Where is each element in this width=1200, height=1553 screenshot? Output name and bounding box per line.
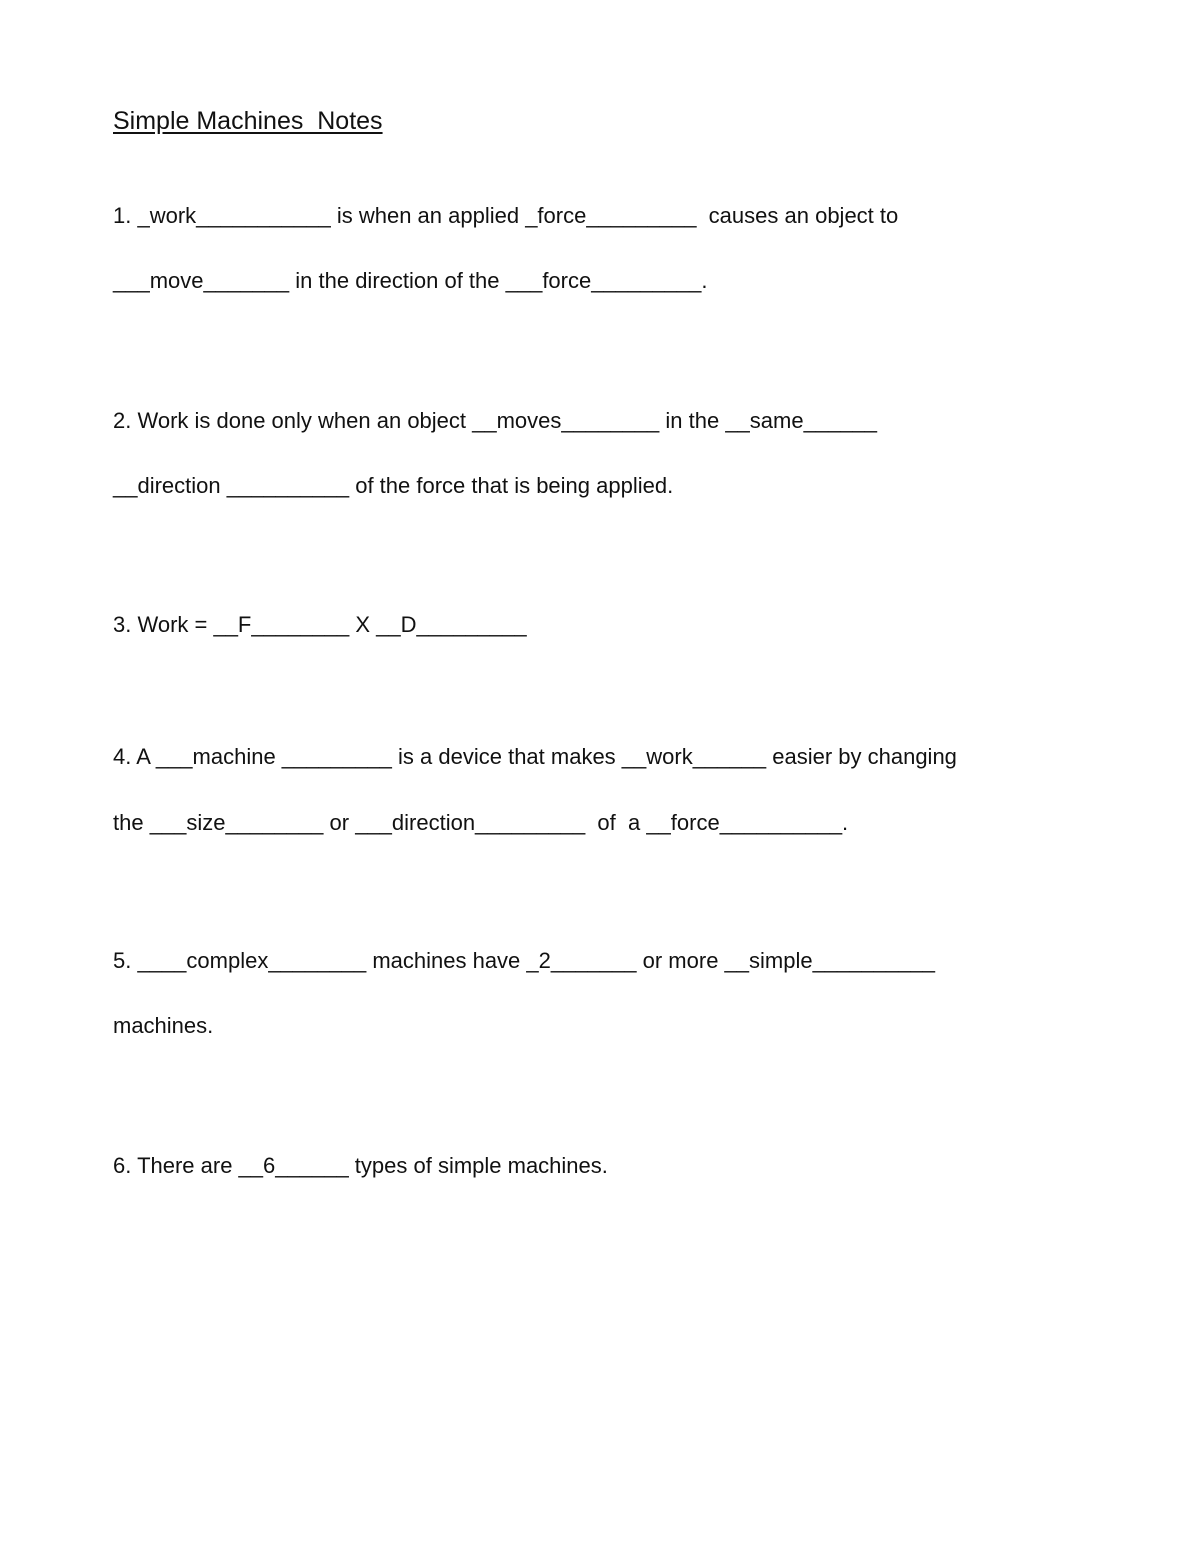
note-1-line-1: 1. _work___________ is when an applied _force_________ causes an object to [113, 203, 899, 228]
note-5-line-1: 5. ____complex________ machines have _2_______ or more __simple__________ [113, 948, 935, 973]
document-title: Simple Machines Notes [113, 107, 383, 135]
note-3-line-1: 3. Work = __F________ X __D_________ [113, 612, 527, 637]
note-2-line-1: 2. Work is done only when an object __moves________ in the __same______ [113, 408, 878, 433]
note-1-line-2: ___move_______ in the direction of the ___force_________. [113, 268, 708, 293]
note-4-line-2: the ___size________ or ___direction_________ of a __force__________. [113, 810, 849, 835]
note-5-line-2: machines. [113, 1013, 214, 1038]
note-4-line-1: 4. A ___machine _________ is a device that makes __work______ easier by changing [113, 744, 957, 769]
note-6-line-1: 6. There are __6______ types of simple machines. [113, 1153, 608, 1178]
note-2-line-2: __direction __________ of the force that is being applied. [113, 473, 674, 498]
